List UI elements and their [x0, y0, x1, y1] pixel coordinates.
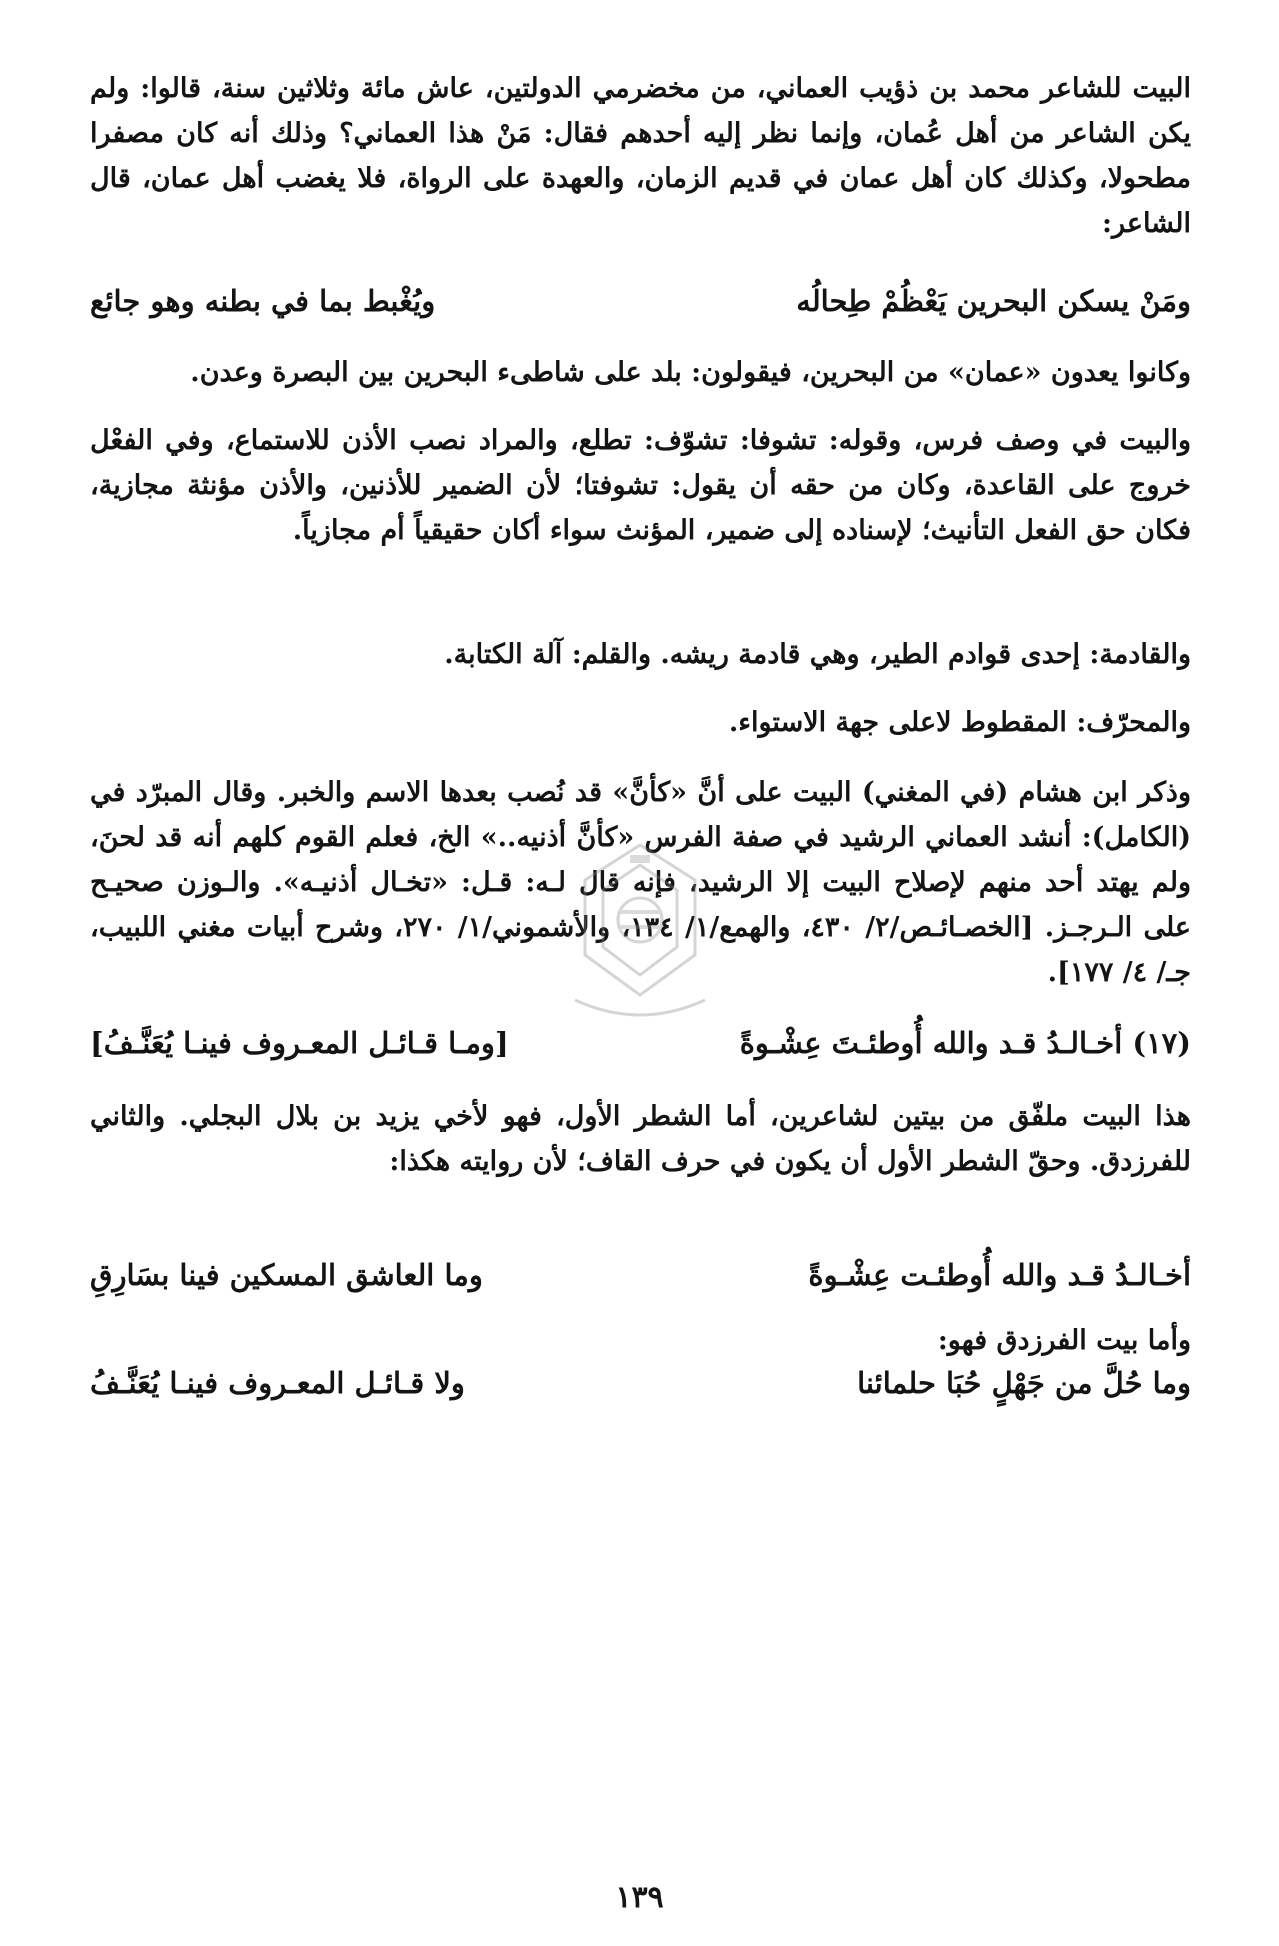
verse-2: [90, 1018, 1191, 1068]
paragraph-3: والبيت في وصف فرس، وقوله: تشوفا: تشوّف: تطلع، والمراد نصب الأذن للاستماع، وفي الفعْل خروج على القاعدة، وكان من حقه أن يقول: تشوفتا؛ لأن الضمير للأذنين، والأذن مؤنثة مجازية، فكان حق الفعل التأنيث؛ لإسناده إلى ضمير، المؤنث سواء أكان حقيقياً أم مجازياً.: [90, 425, 1191, 546]
verse-3-first-hemistich: أخـالـدُ قـد والله أُوطئـت عِشْـوةً: [808, 1258, 1191, 1292]
verse-3-second-hemistich: وما العاشق المسكين فينا بسَارِقِ: [90, 1258, 483, 1292]
verse-4-second-hemistich: ولا قـائـل المعـروف فينـا يُعَنَّـفُ: [90, 1366, 465, 1400]
paragraph-1: البيت للشاعر محمد بن ذؤيب العماني، من مخضرمي الدولتين، عاش مائة وثلاثين سنة، قالوا: ولم يكن الشاعر من أهل عُمان، وإنما نظر إليه أحدهم فقال: مَنْ هذا العماني؟ وذلك أنه كان مصفرا مطحولا، وكذلك كان أهل عمان في قديم الزمان، والعهدة على الرواة، فلا يغضب أهل عمان، قال الشاعر:: [90, 73, 1191, 239]
verse-2-first-hemistich: (١٧) أخـالـدُ قـد والله أُوطئـتَ عِشْـوةً: [739, 1026, 1191, 1060]
paragraph-7: هذا البيت ملفّق من بيتين لشاعرين، أما الشطر الأول، فهو لأخي يزيد بن بلال البجلي. والثاني للفرزدق. وحقّ الشطر الأول أن يكون في حرف القاف؛ لأن روايته هكذا:: [90, 1101, 1191, 1177]
verse-4: [90, 1358, 1191, 1408]
verse-3: [90, 1250, 1191, 1300]
verse-4-first-hemistich: وما حُلَّ من جَهْلٍ حُبَا حلمائنا: [857, 1366, 1191, 1400]
verse-1-second-hemistich: ويُغْبط بما في بطنه وهو جائع: [90, 284, 436, 318]
verse-2-second-hemistich: [ومـا قـائـل المعـروف فينـا يُعَنَّـفُ]: [90, 1026, 509, 1060]
paragraph-5: والمحرّف: المقطوط لاعلى جهة الاستواء.: [728, 707, 1191, 738]
paragraph-2: وكانوا يعدون «عمان» من البحرين، فيقولون: بلد على شاطىء البحرين بين البصرة وعدن.: [190, 357, 1191, 388]
paragraph-8: وأما بيت الفرزدق فهو:: [937, 1325, 1191, 1356]
verse-1: [90, 276, 1191, 326]
verse-1-first-hemistich: ومَنْ يسكن البحرين يَعْظُمْ طِحالُه: [796, 284, 1191, 318]
paragraph-6: وذكر ابن هشام (في المغني) البيت على أنَّ «كأنَّ» قد نُصب بعدها الاسم والخبر. وقال المبرّد في (الكامل): أنشد العماني الرشيد في صفة الفرس «كأنَّ أذنيه..» الخ، فعلم القوم كلهم أنه قد لحنَ، ولم يهتد أحد منهم لإصلاح البيت إلا الرشيد، فإنه قال لـه: قـل: «تخـال أذنيـه». والـوزن صحيـح على الـرجـز. [الخصـائـص/٢/ ٤٣٠، والهمع/١/ ١٣٤، والأشموني/١/ ٢٧٠، وشرح أبيات مغني اللبيب، جـ/ ٤/ ١٧٧].: [90, 777, 1192, 988]
page-number: ١٣٩: [615, 1880, 664, 1915]
paragraph-4: والقادمة: إحدى قوادم الطير، وهي قادمة ريشه. والقلم: آلة الكتابة.: [444, 639, 1191, 670]
library-watermark-icon: [545, 835, 735, 1025]
